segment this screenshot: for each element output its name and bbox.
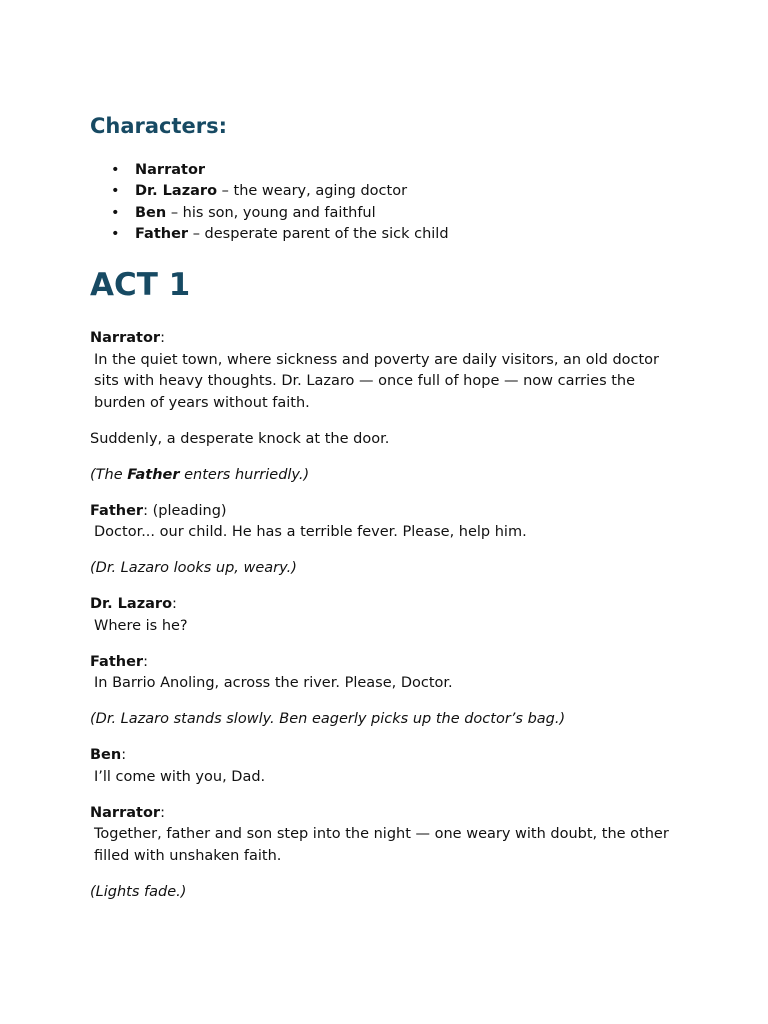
character-name: Dr. Lazaro [135, 183, 218, 200]
character-list [90, 160, 449, 245]
character-name: Father [135, 225, 189, 242]
list-item [90, 181, 449, 202]
speaker-colon: : (pleading) [143, 502, 227, 519]
speaker-colon: : [172, 596, 177, 612]
list-item [90, 224, 449, 245]
speaker-name: Father [90, 653, 144, 670]
narration-text: Suddenly, a desperate knock at the door. [90, 430, 390, 447]
script-body [90, 328, 670, 918]
dialogue-text: Where is he? [94, 617, 188, 634]
character-description: – the weary, aging doctor [217, 183, 408, 200]
act-heading: ACT 1 [90, 267, 191, 303]
character-description: – his son, young and faithful [166, 204, 376, 221]
speaker-name: Narrator [90, 330, 161, 346]
dialogue-father [90, 652, 670, 695]
bullet-icon: • [111, 204, 120, 221]
dialogue-narrator [90, 803, 670, 868]
dialogue-text: Together, father and son step into the night — one weary with doubt, the other filled with unshaken faith. [94, 826, 669, 864]
bullet-icon: • [111, 183, 120, 200]
stage-direction: (Lights fade.) [90, 883, 187, 900]
speaker-colon: : [160, 804, 165, 821]
dialogue-narrator [90, 328, 670, 414]
character-description: – desperate parent of the sick child [188, 225, 449, 242]
dialogue-text: In the quiet town, where sickness and poverty are daily visitors, an old doctor sits with heavy thoughts. Dr. Lazaro — once full of hope — now carries the burden of years without faith. [94, 351, 660, 411]
dialogue-dr-lazaro [90, 594, 670, 637]
list-item [90, 203, 449, 224]
dialogue-text: I’ll come with you, Dad. [94, 768, 266, 785]
dialogue-ben [90, 745, 670, 788]
bullet-icon: • [111, 225, 120, 242]
speaker-name: Dr. Lazaro [90, 596, 173, 612]
speaker-colon: : [121, 747, 127, 763]
dialogue-text: In Barrio Anoling, across the river. Please, Doctor. [94, 675, 453, 691]
direction-post: enters hurriedly.) [179, 466, 310, 483]
characters-heading: Characters: [90, 114, 228, 138]
direction-character: Father [127, 466, 180, 483]
list-item [90, 160, 449, 181]
bullet-icon: • [111, 162, 120, 178]
direction-pre: (The [90, 466, 128, 483]
speaker-name: Father [90, 502, 144, 519]
speaker-name: Narrator [90, 804, 161, 821]
speaker-colon: : [143, 653, 148, 670]
stage-direction: (Dr. Lazaro stands slowly. Ben eagerly picks up the doctor’s bag.) [90, 711, 566, 727]
speaker-colon: : [160, 330, 165, 346]
character-name: Narrator [135, 162, 206, 178]
character-name: Ben [135, 204, 167, 221]
stage-direction [90, 465, 670, 487]
stage-direction: (Dr. Lazaro looks up, weary.) [90, 560, 297, 576]
dialogue-father [90, 501, 670, 544]
dialogue-text: Doctor... our child. He has a terrible fever. Please, help him. [94, 524, 527, 540]
speaker-name: Ben [90, 747, 122, 763]
